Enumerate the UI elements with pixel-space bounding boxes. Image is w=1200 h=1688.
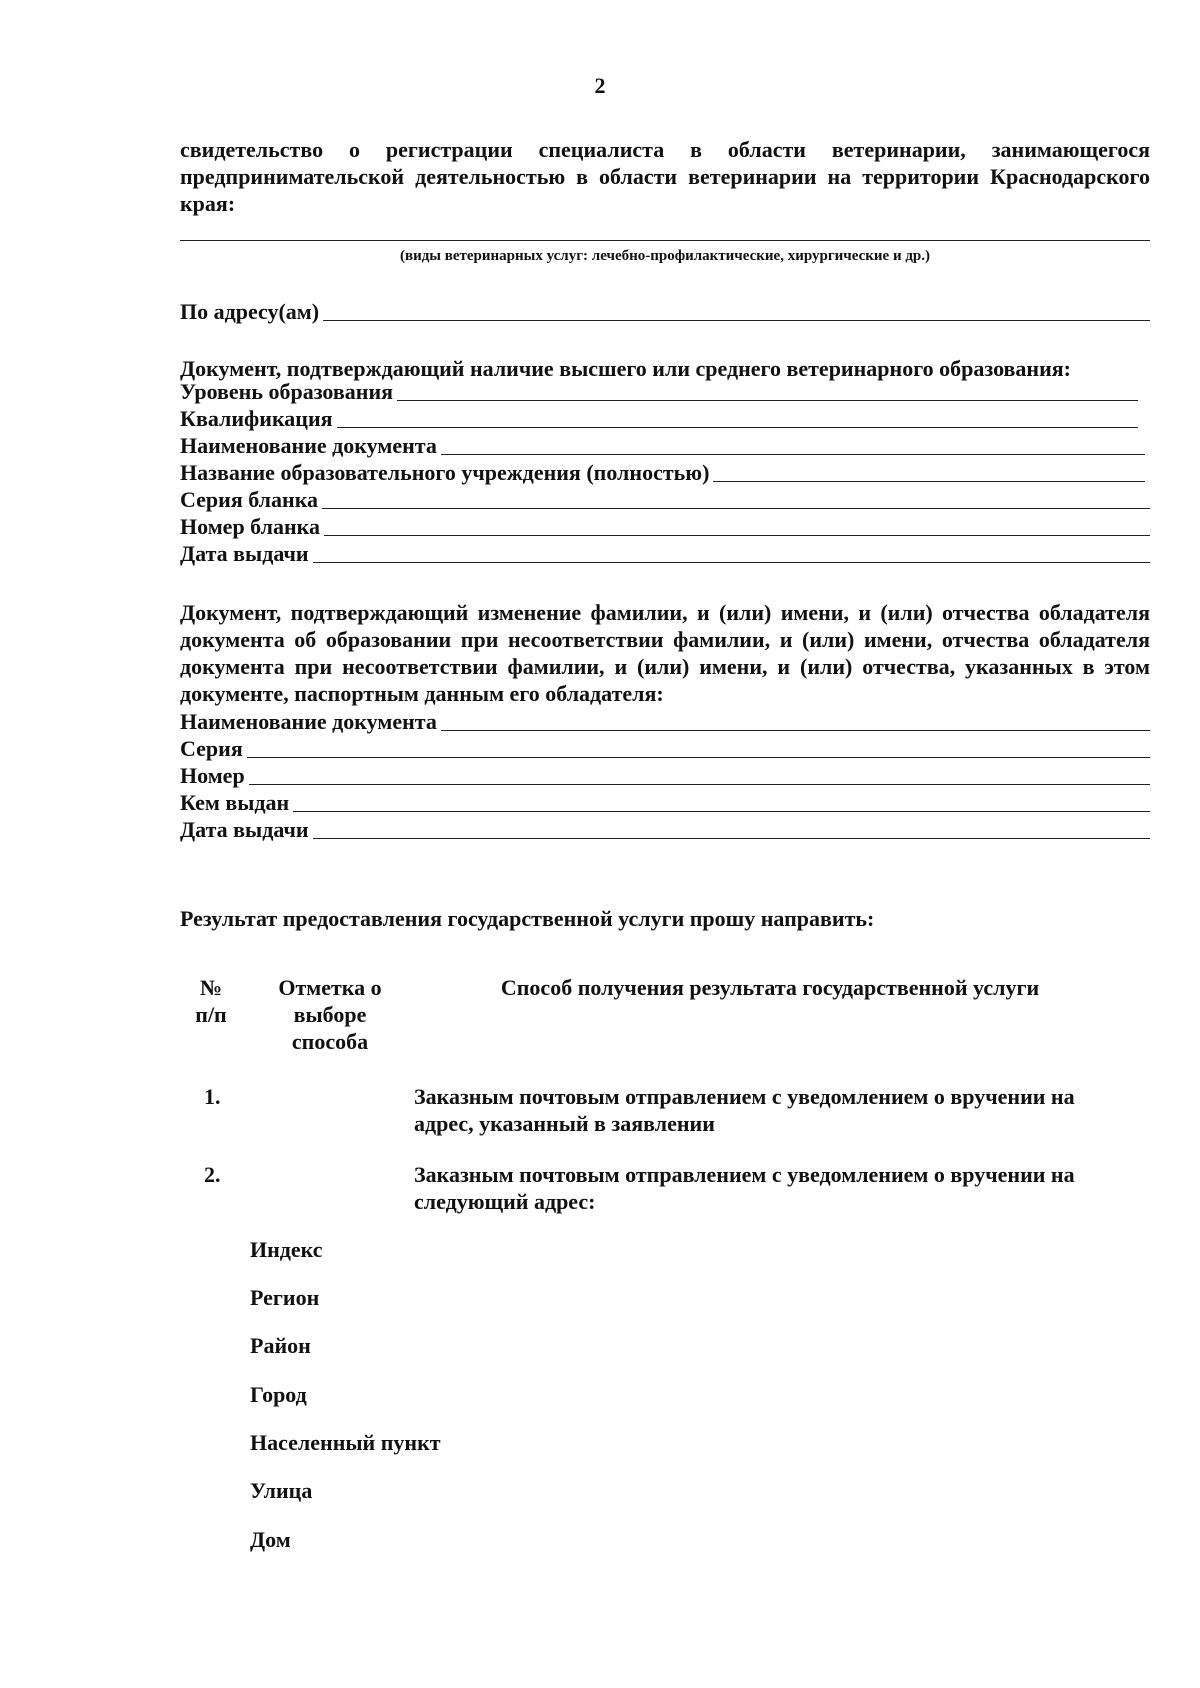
- field-label: Номер бланка: [180, 514, 320, 539]
- field-label: Уровень образования: [180, 379, 394, 404]
- name-field-series: [180, 735, 1150, 762]
- header-line: выборе: [293, 1002, 367, 1027]
- row-line: Заказным почтовым отправлением с уведомлением о вручении на: [414, 1162, 1075, 1187]
- name-change-title: Документ, подтверждающий изменение фамилии, и (или) имени, и (или) отчества обладателя документа об образовании при несоответствии фамилии, и (или) имени, отчества обладателя документа при несоответствии фамилии, и (или) имени, и (или) отчества, указанных в этом документе, паспортным данным его обладателя:: [180, 600, 1150, 706]
- field-line: [441, 729, 1150, 731]
- field-line: [337, 426, 1138, 428]
- field-line: [397, 399, 1138, 401]
- table-row-2-num: 2.: [204, 1162, 221, 1187]
- address-settlement: Населенный пункт: [250, 1430, 441, 1455]
- page-number: 2: [594, 73, 606, 98]
- address-city: Город: [250, 1382, 307, 1407]
- field-line: [713, 480, 1145, 482]
- field-line: [324, 534, 1150, 536]
- field-line: [313, 837, 1150, 839]
- row-line: адрес, указанный в заявлении: [414, 1111, 715, 1136]
- name-field-issuer: [180, 789, 1150, 816]
- table-header-mark: [260, 974, 400, 1055]
- field-line: [247, 756, 1150, 758]
- field-label: Название образовательного учреждения (полностью): [180, 460, 710, 485]
- address-index: Индекс: [250, 1237, 323, 1262]
- address-street: Улица: [250, 1478, 313, 1503]
- header-line: Отметка о: [278, 975, 382, 1000]
- table-row-1-text: [414, 1083, 1114, 1137]
- name-field-date: [180, 816, 1150, 843]
- header-line: №: [199, 975, 223, 1000]
- row-line: Заказным почтовым отправлением с уведомлением о вручении на: [414, 1084, 1075, 1109]
- edu-field-number: [180, 513, 1150, 540]
- table-header-method: Способ получения результата государственной услуги: [500, 975, 1040, 1000]
- edu-field-date: [180, 540, 1150, 567]
- table-row-1-num: 1.: [204, 1084, 221, 1109]
- field-line: [322, 507, 1150, 509]
- field-line: [441, 453, 1145, 455]
- field-label: Наименование документа: [180, 709, 437, 734]
- result-request: Результат предоставления государственной услуги прошу направить:: [180, 906, 875, 931]
- services-note: (виды ветеринарных услуг: лечебно-профилактические, хирургические и др.): [399, 248, 931, 264]
- table-row-2-text: [414, 1161, 1114, 1215]
- intro-paragraph: свидетельство о регистрации специалиста в области ветеринарии, занимающегося предпринимательской деятельностью в области ветеринарии на территории Краснодарского края:: [180, 137, 1150, 216]
- field-label: Номер: [180, 763, 245, 788]
- field-label: Квалификация: [180, 406, 333, 431]
- address-label: По адресу(ам): [180, 299, 320, 324]
- address-district: Район: [250, 1333, 311, 1358]
- field-label: Серия: [180, 736, 243, 761]
- name-field-doc-name: [180, 708, 1150, 735]
- field-label: Наименование документа: [180, 433, 437, 458]
- address-region: Регион: [250, 1285, 320, 1310]
- address-line: [323, 319, 1150, 321]
- field-label: Серия бланка: [180, 487, 319, 512]
- header-line: п/п: [195, 1002, 227, 1027]
- header-line: способа: [291, 1029, 369, 1054]
- edu-field-institution: [180, 459, 1145, 486]
- services-line: [180, 240, 1150, 241]
- field-label: Дата выдачи: [180, 817, 309, 842]
- edu-field-level: [180, 378, 1138, 405]
- field-label: Кем выдан: [180, 790, 290, 815]
- name-field-number: [180, 762, 1150, 789]
- field-line: [293, 810, 1150, 812]
- edu-field-qualification: [180, 405, 1138, 432]
- edu-field-series: [180, 486, 1150, 513]
- field-line: [249, 783, 1150, 785]
- field-line: [313, 561, 1150, 563]
- edu-field-doc-name: [180, 432, 1145, 459]
- row-line: следующий адрес:: [414, 1189, 596, 1214]
- table-header-num: [186, 974, 236, 1028]
- field-label: Дата выдачи: [180, 541, 309, 566]
- edu-doc-title: Документ, подтверждающий наличие высшего или среднего ветеринарного образования:: [180, 356, 1071, 381]
- address-house: Дом: [250, 1527, 291, 1552]
- address-field: [180, 298, 1150, 325]
